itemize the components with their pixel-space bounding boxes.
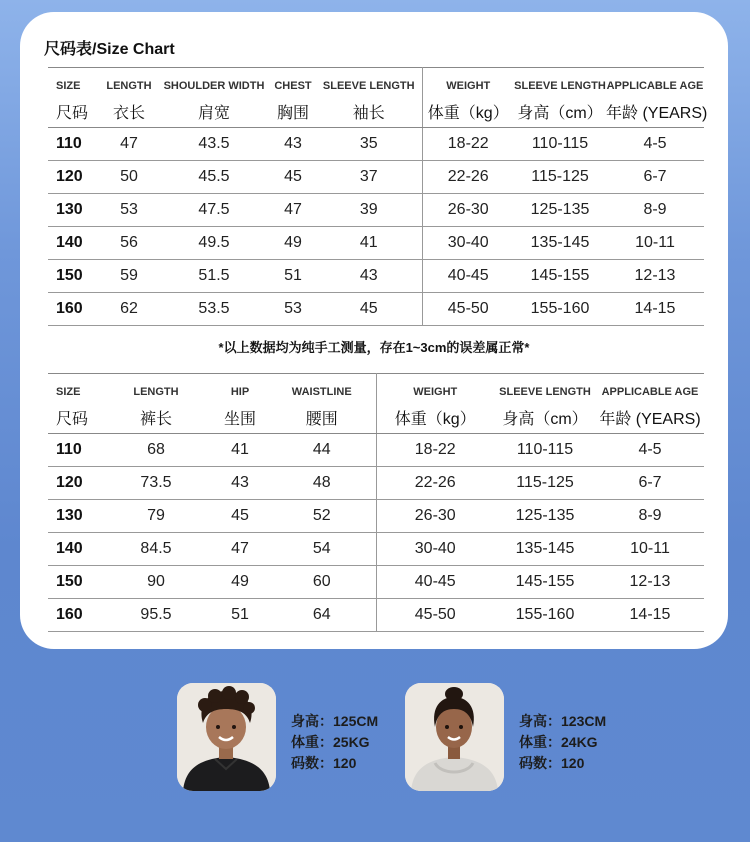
tops-cell: 14-15 bbox=[606, 292, 704, 325]
bottoms-header-cn-length: 裤长 bbox=[100, 402, 212, 434]
bottoms-cell: 26-30 bbox=[376, 499, 494, 532]
bottoms-header-cn-age: 年龄 (YEARS) bbox=[596, 402, 704, 434]
tops-header-cn-length: 衣长 bbox=[100, 96, 158, 128]
bottoms-cell: 47 bbox=[212, 532, 268, 565]
tops-cell: 49.5 bbox=[158, 226, 270, 259]
tops-cell: 51.5 bbox=[158, 259, 270, 292]
bottoms-header-length: LENGTH bbox=[100, 374, 212, 402]
tops-header-size: SIZE bbox=[48, 68, 100, 96]
bottoms-cell: 49 bbox=[212, 565, 268, 598]
tops-header-cn-weight: 体重（kg） bbox=[422, 96, 514, 128]
bottoms-header-cn-weight: 体重（kg） bbox=[376, 402, 494, 434]
tops-header-cn-height: 身高（cm） bbox=[514, 96, 606, 128]
bottoms-size-table bbox=[48, 373, 704, 632]
tops-cell: 47.5 bbox=[158, 193, 270, 226]
bottoms-cell: 4-5 bbox=[596, 433, 704, 466]
bottoms-cell: 10-11 bbox=[596, 532, 704, 565]
bottoms-cell: 40-45 bbox=[376, 565, 494, 598]
bottoms-cell: 68 bbox=[100, 433, 212, 466]
model-boy-size: 码数：120 bbox=[291, 755, 357, 771]
bottoms-cell: 44 bbox=[268, 433, 376, 466]
bottoms-cell: 115-125 bbox=[494, 466, 596, 499]
bottoms-cell: 12-13 bbox=[596, 565, 704, 598]
bottoms-table-row bbox=[48, 565, 704, 598]
tops-cell: 130 bbox=[48, 193, 100, 226]
tops-table-row bbox=[48, 127, 704, 160]
bottoms-header-cn-waist: 腰围 bbox=[268, 402, 376, 434]
bottoms-table-row bbox=[48, 532, 704, 565]
bottoms-cell: 18-22 bbox=[376, 433, 494, 466]
bottoms-header-size: SIZE bbox=[48, 374, 100, 402]
tops-cell: 8-9 bbox=[606, 193, 704, 226]
bottoms-cell: 155-160 bbox=[494, 598, 596, 631]
tops-header-height: SLEEVE LENGTH bbox=[514, 68, 606, 96]
tops-cell: 150 bbox=[48, 259, 100, 292]
tops-cell: 110 bbox=[48, 127, 100, 160]
tops-cell: 56 bbox=[100, 226, 158, 259]
tops-cell: 37 bbox=[316, 160, 422, 193]
bottoms-cell: 95.5 bbox=[100, 598, 212, 631]
tops-cell: 41 bbox=[316, 226, 422, 259]
bottoms-cell: 52 bbox=[268, 499, 376, 532]
bottoms-header-height: SLEEVE LENGTH bbox=[494, 374, 596, 402]
bottoms-cell: 130 bbox=[48, 499, 100, 532]
bottoms-cell: 125-135 bbox=[494, 499, 596, 532]
tops-table-row bbox=[48, 292, 704, 325]
tops-cell: 62 bbox=[100, 292, 158, 325]
bottoms-header-cn-height: 身高（cm） bbox=[494, 402, 596, 434]
tops-cell: 26-30 bbox=[422, 193, 514, 226]
bottoms-cell: 54 bbox=[268, 532, 376, 565]
bottoms-cell: 51 bbox=[212, 598, 268, 631]
tops-cell: 10-11 bbox=[606, 226, 704, 259]
tops-cell: 53 bbox=[270, 292, 316, 325]
bottoms-table-row bbox=[48, 466, 704, 499]
bottoms-cell: 110-115 bbox=[494, 433, 596, 466]
tops-header-cn-size: 尺码 bbox=[48, 96, 100, 128]
tops-size-table bbox=[48, 67, 708, 326]
tops-cell: 43 bbox=[316, 259, 422, 292]
tops-cell: 47 bbox=[100, 127, 158, 160]
tops-header-cn-age: 年龄 (YEARS) bbox=[606, 96, 704, 128]
tops-table-row bbox=[48, 193, 704, 226]
tops-cell: 35 bbox=[316, 127, 422, 160]
tops-header-sleeve: SLEEVE LENGTH bbox=[316, 68, 422, 96]
bottoms-cell: 45-50 bbox=[376, 598, 494, 631]
tops-cell: 125-135 bbox=[514, 193, 606, 226]
tops-cell: 22-26 bbox=[422, 160, 514, 193]
tops-cell: 135-145 bbox=[514, 226, 606, 259]
bottoms-cell: 73.5 bbox=[100, 466, 212, 499]
tops-cell: 49 bbox=[270, 226, 316, 259]
bottoms-cell: 140 bbox=[48, 532, 100, 565]
measurement-note: *以上数据均为纯手工测量，存在1~3cm的误差属正常* bbox=[218, 340, 530, 355]
bottoms-cell: 22-26 bbox=[376, 466, 494, 499]
tops-cell: 115-125 bbox=[514, 160, 606, 193]
tops-cell: 43.5 bbox=[158, 127, 270, 160]
bottoms-cell: 110 bbox=[48, 433, 100, 466]
tops-cell: 6-7 bbox=[606, 160, 704, 193]
tops-cell: 43 bbox=[270, 127, 316, 160]
tops-cell: 39 bbox=[316, 193, 422, 226]
bottoms-table-row bbox=[48, 499, 704, 532]
model-girl-photo bbox=[405, 683, 504, 791]
bottoms-cell: 60 bbox=[268, 565, 376, 598]
tops-cell: 4-5 bbox=[606, 127, 704, 160]
bottoms-cell: 41 bbox=[212, 433, 268, 466]
bottoms-header-en-row bbox=[48, 374, 704, 402]
tops-cell: 45-50 bbox=[422, 292, 514, 325]
tops-cell: 155-160 bbox=[514, 292, 606, 325]
model-girl-info bbox=[519, 711, 606, 774]
tops-header-cn-row bbox=[48, 96, 704, 128]
tops-header-length: LENGTH bbox=[100, 68, 158, 96]
model-boy-height: 身高：125CM bbox=[291, 713, 379, 729]
bottoms-cell: 135-145 bbox=[494, 532, 596, 565]
tops-header-cn-shoulder: 肩宽 bbox=[158, 96, 270, 128]
tops-header-age: APPLICABLE AGE bbox=[606, 68, 704, 96]
size-chart-card bbox=[20, 12, 728, 649]
tops-cell: 30-40 bbox=[422, 226, 514, 259]
tops-table-row bbox=[48, 160, 704, 193]
tops-cell: 51 bbox=[270, 259, 316, 292]
tops-header-en-row bbox=[48, 68, 704, 96]
tops-cell: 45 bbox=[316, 292, 422, 325]
tops-cell: 140 bbox=[48, 226, 100, 259]
bottoms-cell: 43 bbox=[212, 466, 268, 499]
model-boy-info bbox=[291, 711, 378, 774]
bottoms-cell: 6-7 bbox=[596, 466, 704, 499]
chart-title: 尺码表/Size Chart bbox=[44, 41, 175, 58]
tops-table-row bbox=[48, 226, 704, 259]
tops-cell: 110-115 bbox=[514, 127, 606, 160]
tops-cell: 45.5 bbox=[158, 160, 270, 193]
tops-header-shoulder: SHOULDER WIDTH bbox=[158, 68, 270, 96]
model-boy-photo bbox=[177, 683, 276, 791]
tops-header-cn-chest: 胸围 bbox=[270, 96, 316, 128]
bottoms-header-cn-hip: 坐围 bbox=[212, 402, 268, 434]
bottoms-cell: 84.5 bbox=[100, 532, 212, 565]
bottoms-cell: 120 bbox=[48, 466, 100, 499]
tops-header-weight: WEIGHT bbox=[422, 68, 514, 96]
bottoms-cell: 14-15 bbox=[596, 598, 704, 631]
tops-table-row bbox=[48, 259, 704, 292]
bottoms-cell: 45 bbox=[212, 499, 268, 532]
tops-cell: 53.5 bbox=[158, 292, 270, 325]
tops-header-chest: CHEST bbox=[270, 68, 316, 96]
model-girl-size: 码数：120 bbox=[519, 755, 585, 771]
tops-cell: 53 bbox=[100, 193, 158, 226]
bottoms-cell: 64 bbox=[268, 598, 376, 631]
bottoms-table-row bbox=[48, 433, 704, 466]
bottoms-cell: 48 bbox=[268, 466, 376, 499]
tops-cell: 120 bbox=[48, 160, 100, 193]
bottoms-header-weight: WEIGHT bbox=[376, 374, 494, 402]
tops-cell: 40-45 bbox=[422, 259, 514, 292]
bottoms-table-row bbox=[48, 598, 704, 631]
model-girl-weight: 体重：24KG bbox=[519, 734, 598, 750]
tops-header-cn-sleeve: 袖长 bbox=[316, 96, 422, 128]
bottoms-cell: 150 bbox=[48, 565, 100, 598]
tops-cell: 59 bbox=[100, 259, 158, 292]
bottoms-header-hip: HIP bbox=[212, 374, 268, 402]
tops-cell: 50 bbox=[100, 160, 158, 193]
bottoms-header-waist: WAISTLINE bbox=[268, 374, 376, 402]
bottoms-header-cn-row bbox=[48, 402, 704, 434]
tops-cell: 145-155 bbox=[514, 259, 606, 292]
bottoms-header-age: APPLICABLE AGE bbox=[596, 374, 704, 402]
model-girl-height: 身高：123CM bbox=[519, 713, 607, 729]
bottoms-cell: 90 bbox=[100, 565, 212, 598]
tops-cell: 12-13 bbox=[606, 259, 704, 292]
model-boy-weight: 体重：25KG bbox=[291, 734, 370, 750]
bottoms-cell: 79 bbox=[100, 499, 212, 532]
bottoms-cell: 30-40 bbox=[376, 532, 494, 565]
bottoms-cell: 160 bbox=[48, 598, 100, 631]
tops-cell: 160 bbox=[48, 292, 100, 325]
bottoms-header-cn-size: 尺码 bbox=[48, 402, 100, 434]
bottoms-cell: 145-155 bbox=[494, 565, 596, 598]
tops-cell: 18-22 bbox=[422, 127, 514, 160]
bottoms-cell: 8-9 bbox=[596, 499, 704, 532]
tops-cell: 47 bbox=[270, 193, 316, 226]
tops-cell: 45 bbox=[270, 160, 316, 193]
